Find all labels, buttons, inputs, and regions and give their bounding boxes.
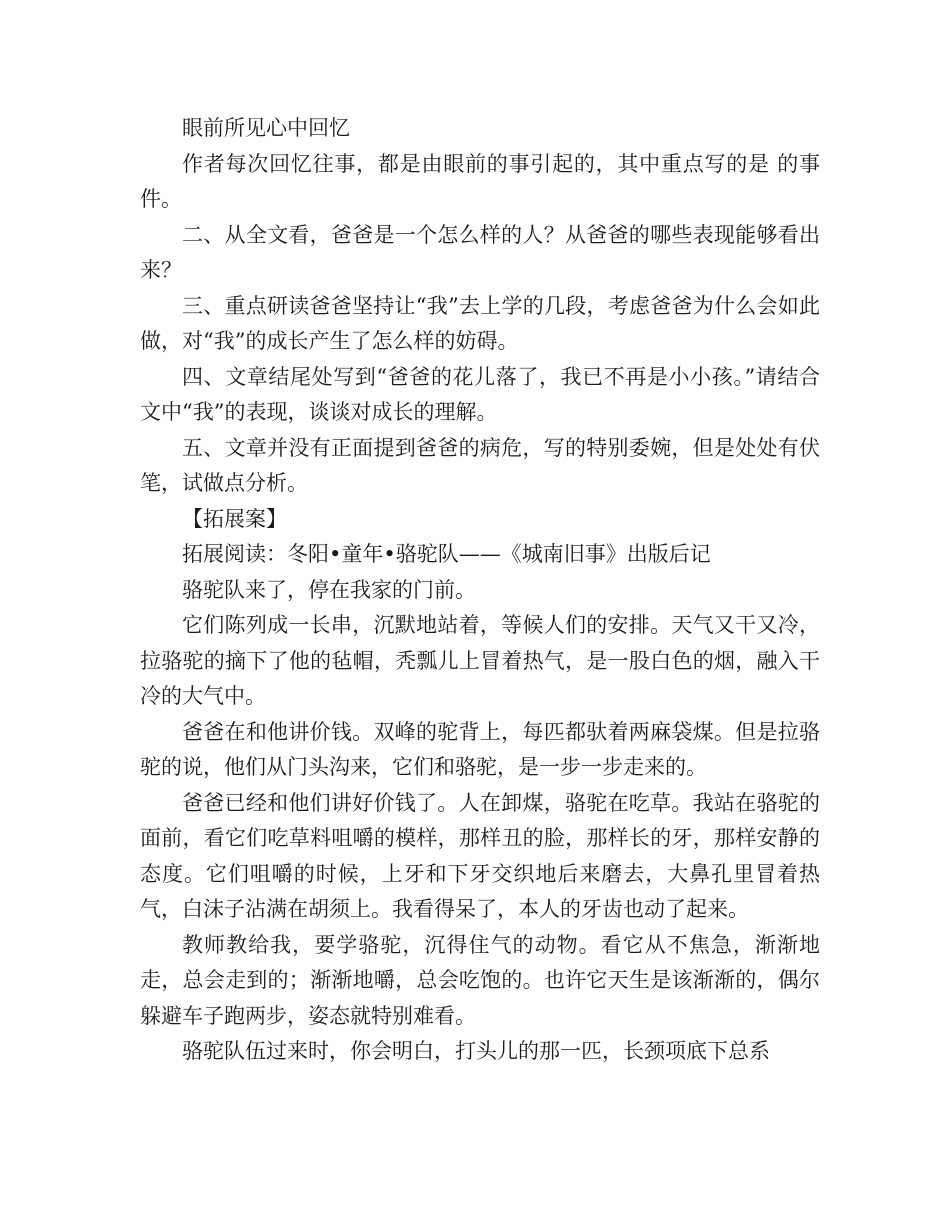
paragraph-reading-6: 骆驼队伍过来时，你会明白，打头儿的那一匹，长颈项底下总系 [182, 1039, 770, 1063]
paragraph-reading-3: 爸爸在和他讲价钱。双峰的驼背上，每匹都驮着两麻袋煤。但是拉骆驼的说，他们从门头沟来，它们和骆驼，是一步一步走来的。 [140, 719, 820, 779]
paragraph-question-two: 二、从全文看，爸爸是一个怎么样的人？从爸爸的哪些表现能够看出来？ [140, 222, 820, 282]
paragraph-reading-1: 骆驼队来了，停在我家的门前。 [182, 577, 476, 602]
paragraph-question-one: 作者每次回忆往事，都是由眼前的事引起的，其中重点写的是 的事件。 [140, 151, 820, 211]
section-heading-extension: 【拓展案】 [182, 506, 287, 531]
paragraph-recall-heading: 眼前所见心中回忆 [182, 116, 350, 140]
paragraph-reading-2: 它们陈列成一长串，沉默地站着，等候人们的安排。天气又干又冷，拉骆驼的摘下了他的毡帽，秃瓢儿上冒着热气，是一股白色的烟，融入干冷的大气中。 [140, 613, 820, 708]
extended-reading-title: 拓展阅读：冬阳•童年•骆驼队——《城南旧事》出版后记 [182, 542, 711, 566]
paragraph-reading-5: 教师教给我，要学骆驼，沉得住气的动物。看它从不焦急，渐渐地走，总会走到的；渐渐地嚼，总会吃饱的。也许它天生是该渐渐的，偶尔躲避车子跑两步，姿态就特别难看。 [140, 932, 820, 1028]
paragraph-question-three: 三、重点研读爸爸坚持让“我”去上学的几段，考虑爸爸为什么会如此做，对“我”的成长产生了怎么样的妨碍。 [140, 293, 820, 353]
paragraph-question-five: 五、文章并没有正面提到爸爸的病危，写的特别委婉，但是处处有伏笔，试做点分析。 [140, 435, 820, 495]
paragraph-question-four: 四、文章结尾处写到“爸爸的花儿落了，我已不再是小小孩。”请结合文中“我”的表现，谈谈对成长的理解。 [140, 364, 820, 424]
document-body [140, 111, 820, 1070]
paragraph-reading-4: 爸爸已经和他们讲好价钱了。人在卸煤，骆驼在吃草。我站在骆驼的面前，看它们吃草料咀嚼的模样，那样丑的脸，那样长的牙，那样安静的态度。它们咀嚼的时候，上牙和下牙交织地后来磨去，大鼻孔里冒着热气，白沫子沾满在胡须上。我看得呆了，本人的牙齿也动了起来。 [140, 790, 820, 921]
